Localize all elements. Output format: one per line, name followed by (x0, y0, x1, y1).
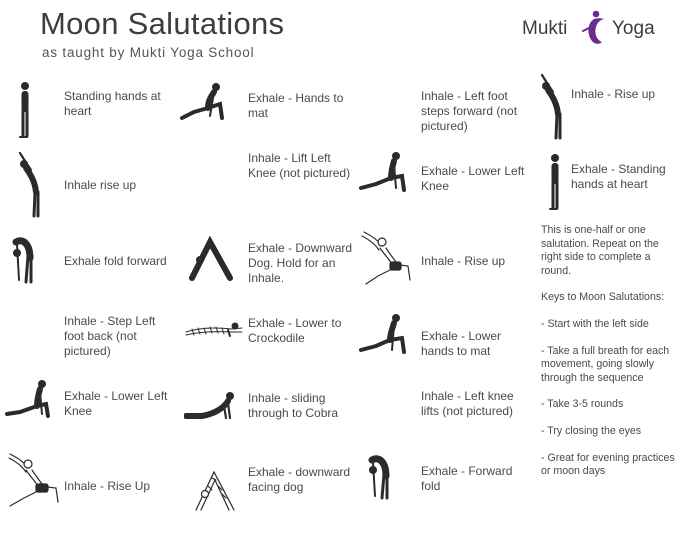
lower-hands-to-mat-figure (358, 312, 412, 356)
notes-keys-heading: Keys to Moon Salutations: (541, 291, 665, 304)
step-14-label: Exhale - Lower Left Knee (421, 164, 525, 193)
step-13-label: Inhale - Left foot steps forward (not pictured) (421, 89, 518, 133)
step-6-label: Inhale - Rise Up (64, 479, 151, 493)
notes-key-4: - Try closing the eyes (541, 424, 642, 437)
downward-dog-figure-1 (186, 236, 236, 282)
step-9-label: Exhale - Downward Dog. Hold for an Inhale. (248, 241, 353, 285)
page-subtitle: as taught by Mukti Yoga School (42, 45, 255, 60)
cobra-figure (184, 390, 242, 422)
step-4-label: Inhale - Step Left foot back (not pictured) (64, 314, 156, 358)
step-8-label: Inhale - Lift Left Knee (not pictured) (248, 151, 351, 180)
step-5-label: Exhale - Lower Left Knee (64, 389, 168, 418)
notes-key-3: - Take 3-5 rounds (541, 398, 624, 411)
step-16-label: Exhale - Lower hands to mat (421, 329, 502, 358)
rise-up-figure-2 (536, 72, 570, 142)
step-18-label: Exhale - Forward fold (421, 464, 513, 493)
crescent-rise-up-figure-1 (6, 450, 62, 512)
standing-hands-at-heart-figure-2 (542, 152, 568, 212)
logo-word-yoga: Yoga (612, 18, 655, 39)
lower-left-knee-figure-1 (4, 378, 60, 420)
notes-key-2: - Take a full breath for each movement, going slowly through the sequence (541, 344, 670, 384)
page-title: Moon Salutations (40, 6, 285, 41)
step-15-label: Inhale - Rise up (421, 254, 506, 268)
logo-word-mukti: Mukti (522, 18, 568, 39)
forward-fold-figure (8, 236, 38, 286)
step-17-label: Inhale - Left knee lifts (not pictured) (421, 389, 514, 418)
step-19-label: Inhale - Rise up (571, 87, 656, 101)
standing-hands-at-heart-figure (12, 80, 38, 140)
step-11-label: Inhale - sliding through to Cobra (248, 391, 339, 420)
step-3-label: Exhale fold forward (64, 254, 167, 268)
step-10-label: Exhale - Lower to Crockodile (248, 316, 342, 345)
notes-key-5: - Great for evening practices or moon days (541, 451, 675, 478)
mukti-yoga-logo (522, 10, 667, 48)
crocodile-figure (184, 318, 244, 340)
logo-figure-icon (580, 8, 610, 48)
lower-left-knee-figure-2 (358, 150, 412, 194)
hands-to-mat-figure (180, 80, 232, 122)
step-20-label: Exhale - Standing hands at heart (571, 162, 666, 191)
crescent-rise-up-figure-2 (360, 228, 414, 288)
step-12-label: Exhale - downward facing dog (248, 465, 351, 494)
notes-key-1: - Start with the left side (541, 317, 649, 330)
notes-intro: This is one-half or one salutation. Repeat on the right side to complete a round. (541, 224, 659, 277)
notes-panel (541, 224, 675, 492)
rise-up-figure (14, 150, 48, 220)
downward-dog-figure-2 (190, 466, 240, 514)
forward-fold-figure-2 (364, 454, 394, 502)
step-1-label: Standing hands at heart (64, 89, 161, 118)
step-7-label: Exhale - Hands to mat (248, 91, 344, 120)
step-2-label: Inhale rise up (64, 178, 137, 192)
